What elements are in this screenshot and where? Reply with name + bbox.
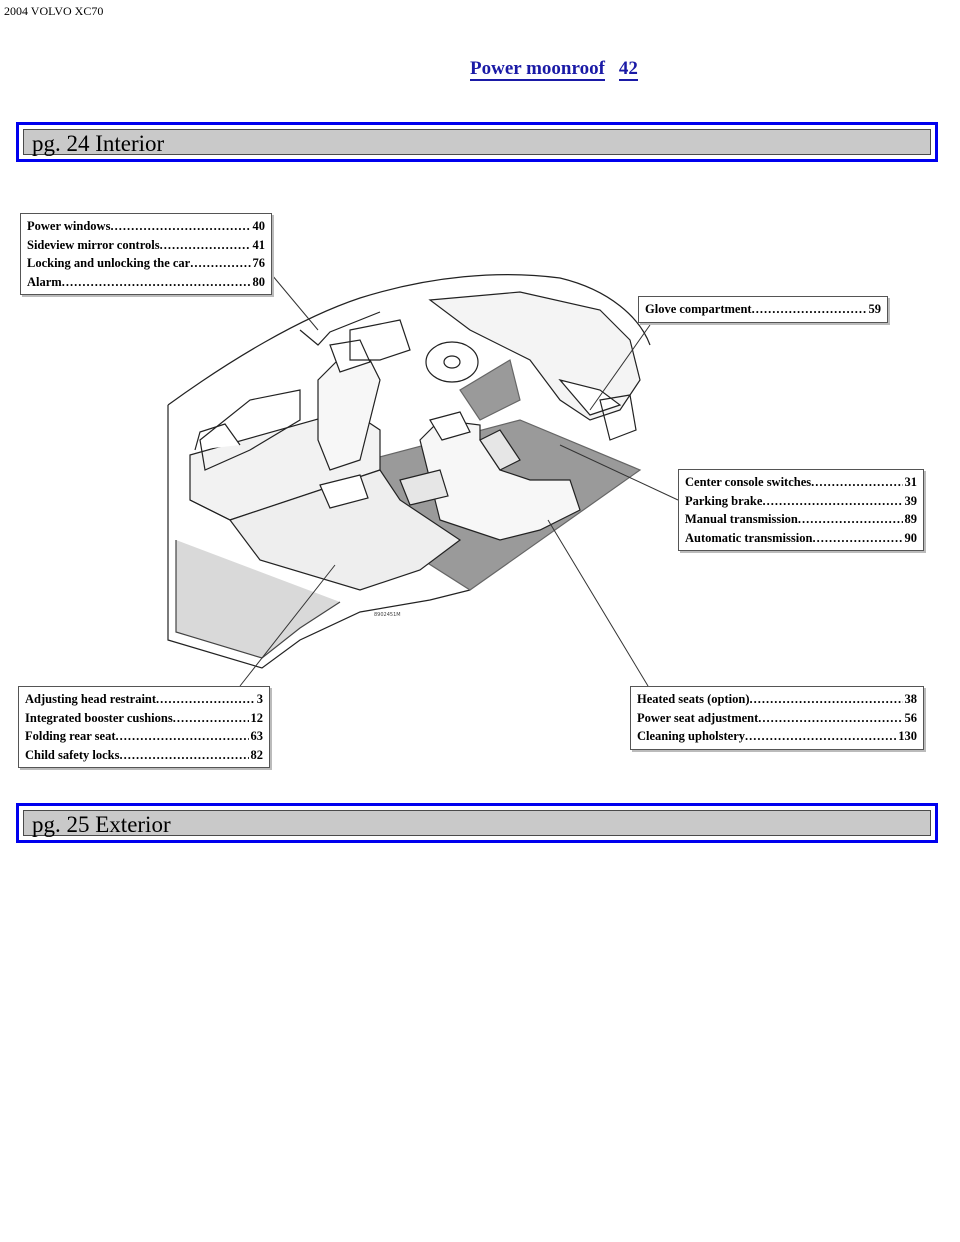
callout-row: Integrated booster cushions ..... 12 [25, 709, 263, 728]
document-title: 2004 VOLVO XC70 [4, 4, 104, 18]
moonroof-link-page[interactable]: 42 [618, 58, 638, 79]
callout-row: Power windows ..... 40 [27, 217, 265, 236]
image-code: 8902451M [374, 612, 401, 618]
callout-row: Glove compartment ..... 59 [645, 300, 881, 319]
callout-row: Alarm ..... 80 [27, 273, 265, 292]
callout-row: Cleaning upholstery ..... 130 [637, 727, 917, 746]
callout-row: Sideview mirror controls ..... 41 [27, 236, 265, 255]
leader-windows [272, 275, 318, 330]
callout-row: Parking brake ..... 39 [685, 492, 917, 511]
callout-row: Automatic transmission ..... 90 [685, 529, 917, 548]
callout-row: Child safety locks ..... 82 [25, 746, 263, 765]
leader-seats [548, 520, 648, 686]
callout-seats [630, 686, 924, 750]
section-bar-exterior [16, 803, 938, 843]
callout-row: Power seat adjustment ..... 56 [637, 709, 917, 728]
section-bar-interior [16, 122, 938, 162]
moonroof-link[interactable] [470, 58, 638, 80]
callout-glove [638, 296, 888, 323]
callout-row: Folding rear seat ..... 63 [25, 727, 263, 746]
callout-row: Adjusting head restraint ..... 3 [25, 690, 263, 709]
callout-windows [20, 213, 272, 295]
section-title-interior: pg. 24 Interior [23, 129, 931, 155]
callout-row: Center console switches ..... 31 [685, 473, 917, 492]
callout-row: Locking and unlocking the car ..... 76 [27, 254, 265, 273]
callout-restraint [18, 686, 270, 768]
callout-row: Heated seats (option) ..... 38 [637, 690, 917, 709]
moonroof-link-label[interactable]: Power moonroof [470, 58, 605, 79]
callout-row: Manual transmission ..... 89 [685, 510, 917, 529]
callout-console [678, 469, 924, 551]
section-title-exterior: pg. 25 Exterior [23, 810, 931, 836]
